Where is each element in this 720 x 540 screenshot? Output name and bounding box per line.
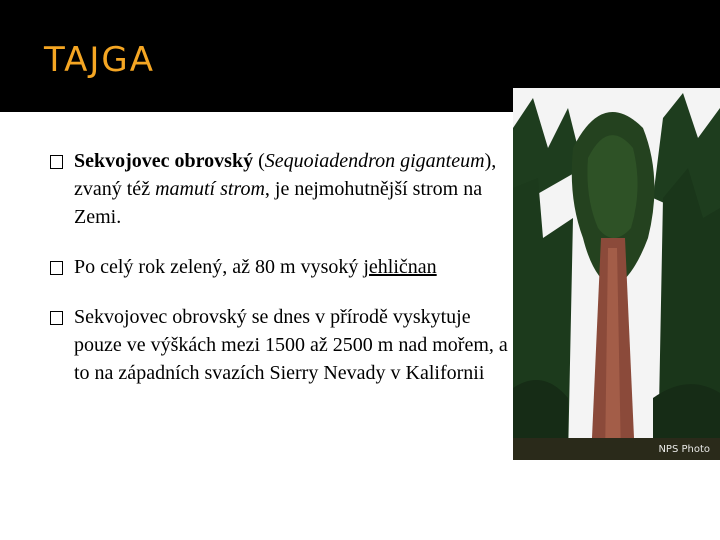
sequoia-photo xyxy=(513,88,720,460)
bullet-text-run: Sekvojovec obrovský se dnes v přírodě vyskytuje pouze ve výškách mezi 1500 až 2500 m nad mořem, a to na západních svazích Sierry Nevady v Kalifornii xyxy=(74,306,508,384)
bullet-item xyxy=(50,303,510,387)
bullet-list xyxy=(50,147,510,409)
slide-title: TAJGA xyxy=(44,40,156,80)
bullet-text-run: ( xyxy=(253,150,265,172)
sequoia-illustration xyxy=(513,88,720,460)
bullet-text-run: Sekvojovec obrovský xyxy=(74,150,254,172)
bullet-text-run: Po celý rok zelený, až 80 m vysoký xyxy=(74,256,364,278)
bullet-text-run: mamutí strom xyxy=(155,178,265,200)
bullet-text-run: jehličnan xyxy=(363,256,437,278)
bullet-box-icon xyxy=(50,261,63,275)
bullet-item xyxy=(50,253,510,281)
bullet-text-run: ), zvaný též xyxy=(74,150,497,200)
bullet-text-run: , je nejmohutnější strom na Zemi. xyxy=(74,178,483,228)
bullet-text-run: Sequoiadendron giganteum xyxy=(264,150,485,172)
photo-credit: NPS Photo xyxy=(658,444,710,455)
bullet-item xyxy=(50,147,510,231)
bullet-box-icon xyxy=(50,311,63,325)
bullet-box-icon xyxy=(50,155,63,169)
